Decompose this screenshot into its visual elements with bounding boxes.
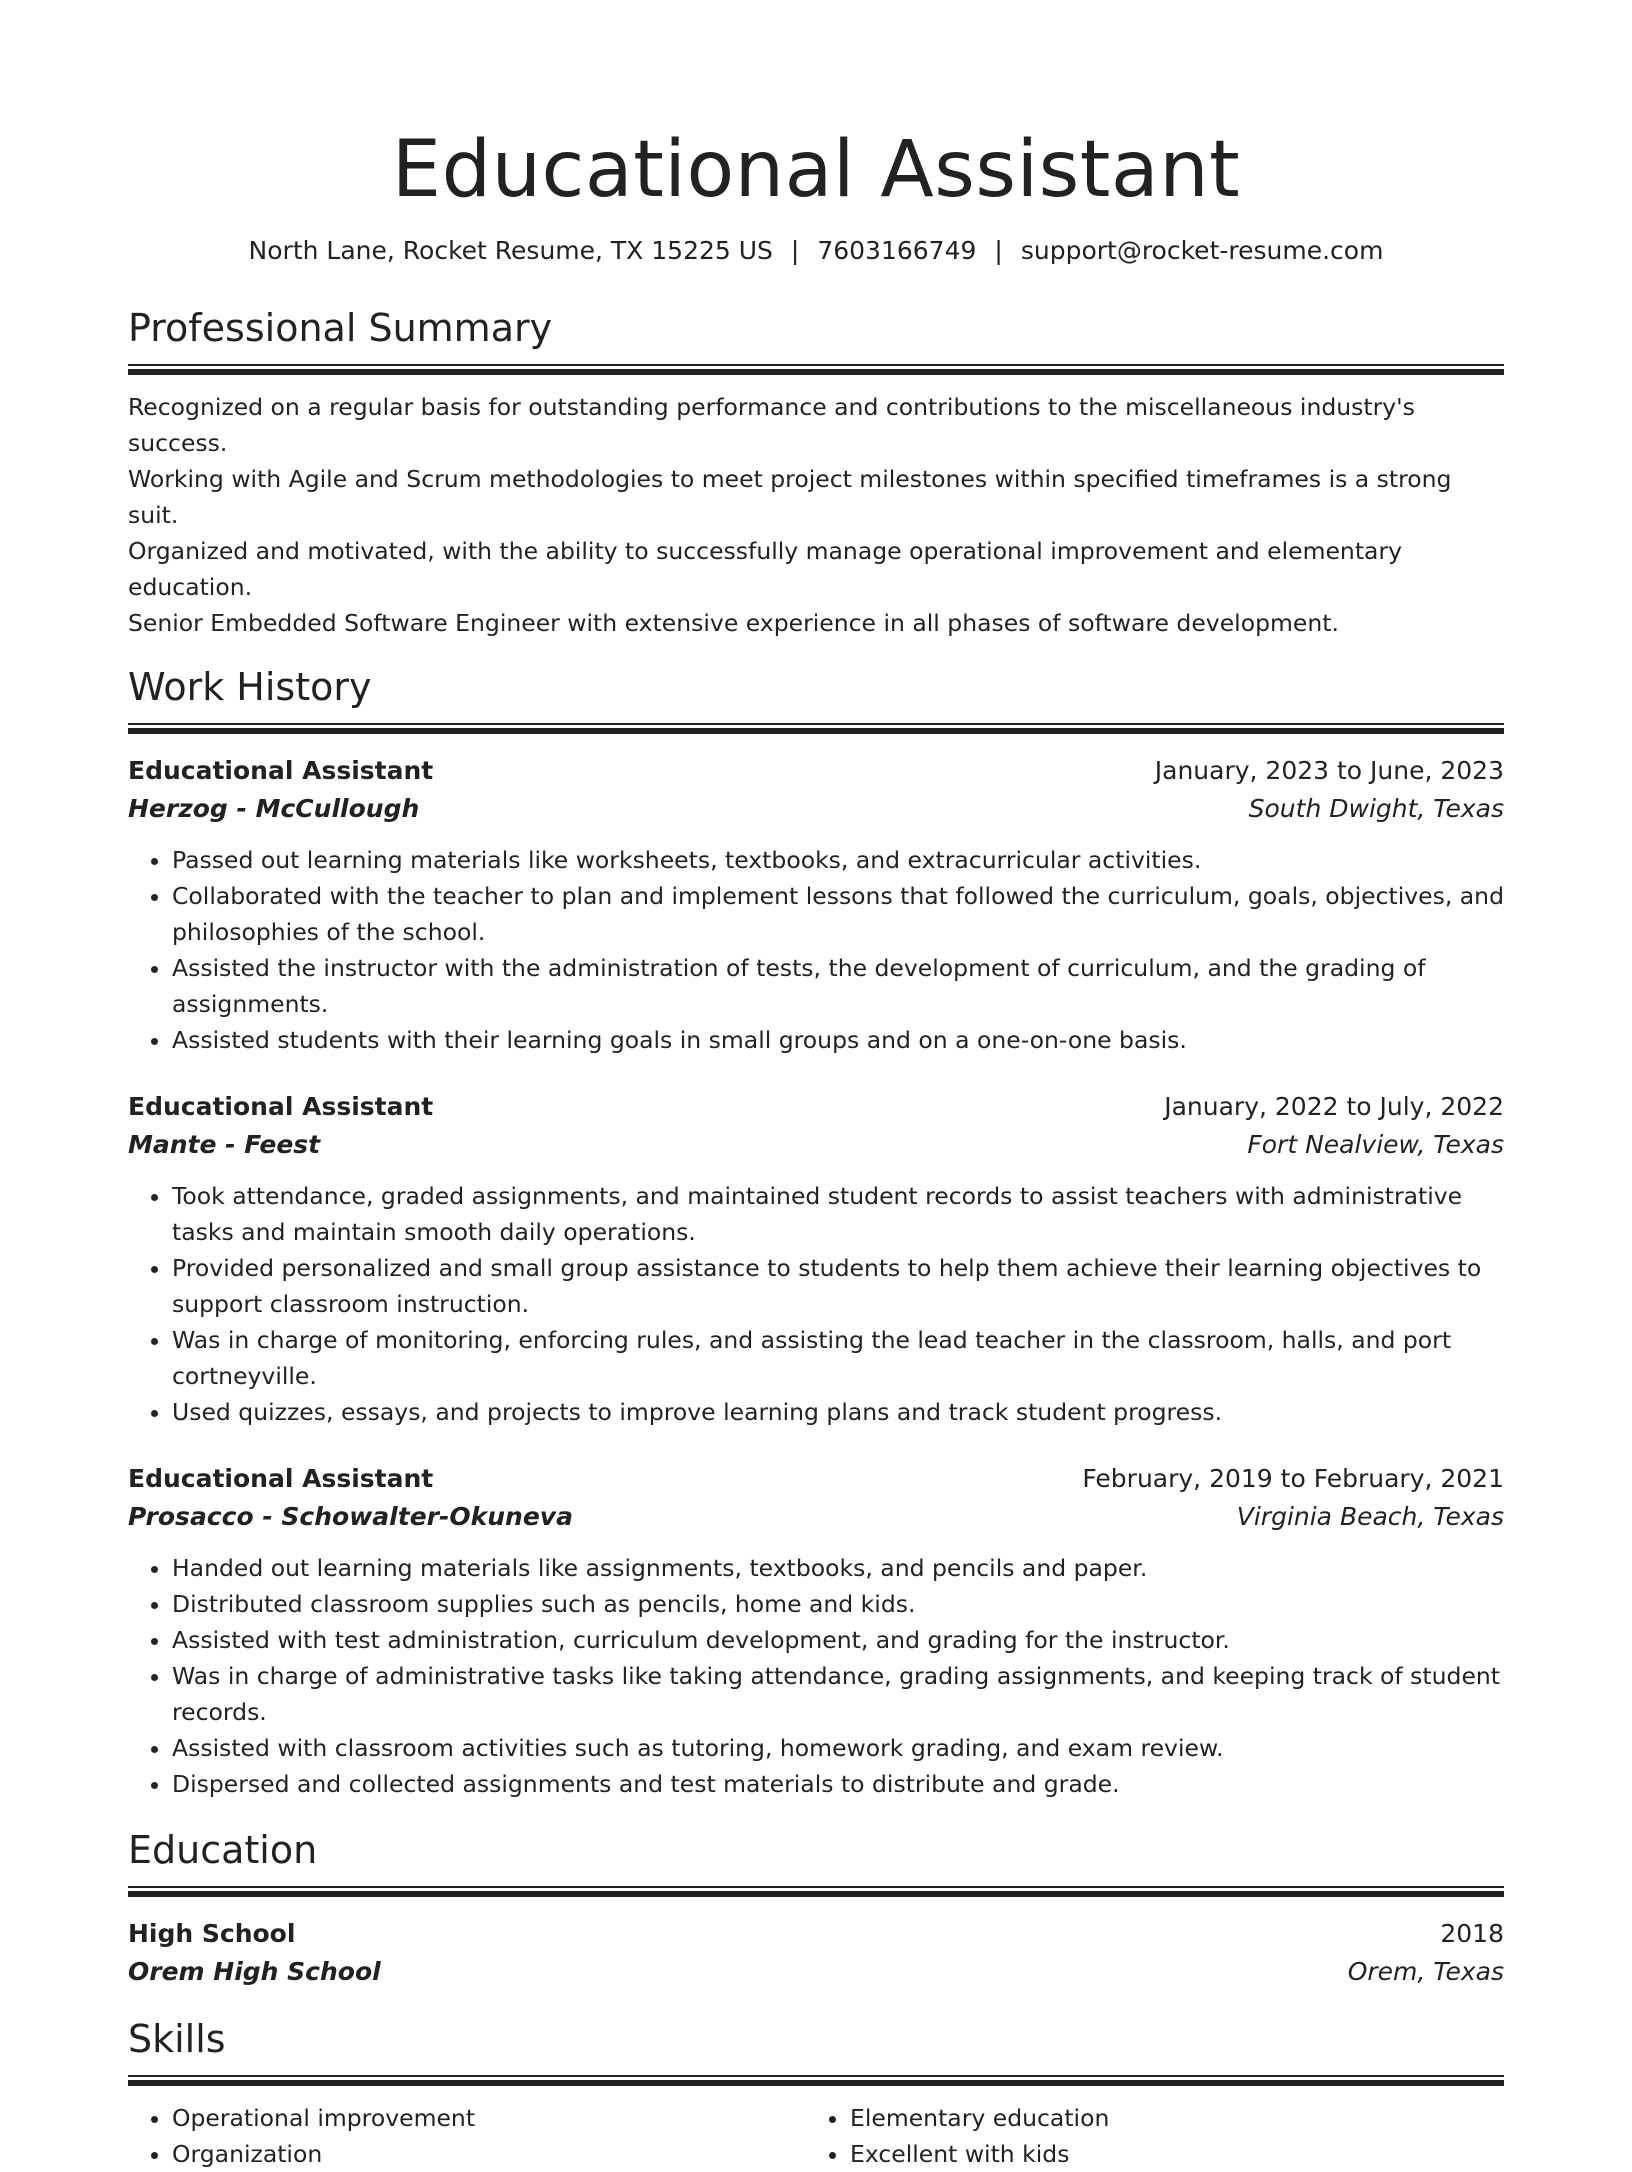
contact-phone: 7603166749 xyxy=(817,236,977,265)
contact-email: support@rocket-resume.com xyxy=(1020,236,1384,265)
job-bullet: • Was in charge of monitoring, enforcing rules, and assisting the lead teacher in the classroom, halls, and port cortneyville. xyxy=(172,1322,1504,1394)
job-dates: January, 2023 to June, 2023 xyxy=(1154,756,1504,785)
job-entry xyxy=(128,1460,1504,1802)
skill-item: • Operational improvement xyxy=(172,2100,806,2136)
skills-columns xyxy=(128,2100,1504,2172)
skill-item: • Excellent with kids xyxy=(850,2136,1484,2172)
education-year: 2018 xyxy=(1440,1919,1504,1948)
education-title: Education xyxy=(128,1828,318,1872)
job-location: Virginia Beach, Texas xyxy=(1236,1502,1504,1531)
job-bullet: • Assisted with test administration, curriculum development, and grading for the instructor. xyxy=(172,1622,1504,1658)
job-bullet: • Was in charge of administrative tasks like taking attendance, grading assignments, and keeping track of student records. xyxy=(172,1658,1504,1730)
summary-line: Senior Embedded Software Engineer with extensive experience in all phases of software development. xyxy=(128,609,1339,637)
job-bullet: • Dispersed and collected assignments and test materials to distribute and grade. xyxy=(172,1766,1504,1802)
skills-column-left xyxy=(128,2100,806,2172)
job-bullet: • Provided personalized and small group assistance to students to help them achieve their learning objectives to support classroom instruction. xyxy=(172,1250,1504,1322)
education-entry xyxy=(128,1915,1504,1991)
education-location: Orem, Texas xyxy=(1347,1957,1504,1986)
job-company: Herzog - McCullough xyxy=(128,794,420,823)
job-bullet: • Took attendance, graded assignments, and maintained student records to assist teachers with administrative tasks and maintain smooth daily operations. xyxy=(172,1178,1504,1250)
education-degree: High School xyxy=(128,1919,296,1948)
job-entry xyxy=(128,1088,1504,1430)
work-history-title: Work History xyxy=(128,665,372,709)
contact-address: North Lane, Rocket Resume, TX 15225 US xyxy=(248,236,773,265)
section-divider xyxy=(128,364,1504,375)
summary-text xyxy=(128,389,1504,641)
job-company: Mante - Feest xyxy=(128,1130,321,1159)
job-entry xyxy=(128,752,1504,1058)
skill-item: • Elementary education xyxy=(850,2100,1484,2136)
summary-line: Recognized on a regular basis for outstanding performance and contributions to the miscellaneous industry's success. xyxy=(128,393,1415,457)
summary-title: Professional Summary xyxy=(128,306,553,350)
job-bullet: • Handed out learning materials like assignments, textbooks, and pencils and paper. xyxy=(172,1550,1504,1586)
education-school: Orem High School xyxy=(128,1957,381,1986)
job-dates: January, 2022 to July, 2022 xyxy=(1164,1092,1504,1121)
summary-line: Working with Agile and Scrum methodologies to meet project milestones within specified timeframes is a strong suit. xyxy=(128,465,1452,529)
job-location: Fort Nealview, Texas xyxy=(1247,1130,1504,1159)
skills-title: Skills xyxy=(128,2017,226,2061)
summary-section xyxy=(128,304,1504,641)
section-divider xyxy=(128,723,1504,734)
contact-line xyxy=(128,234,1504,268)
skills-column-right xyxy=(806,2100,1484,2172)
candidate-name: Educational Assistant xyxy=(391,125,1241,215)
section-divider xyxy=(128,2075,1504,2086)
skill-item: • Organization xyxy=(172,2136,806,2172)
job-dates: February, 2019 to February, 2021 xyxy=(1082,1464,1504,1493)
work-history-section xyxy=(128,663,1504,1802)
job-bullets xyxy=(128,1178,1504,1430)
summary-line: Organized and motivated, with the ability to successfully manage operational improvement and elementary education. xyxy=(128,537,1403,601)
job-title: Educational Assistant xyxy=(128,1464,434,1493)
job-bullet: • Distributed classroom supplies such as pencils, home and kids. xyxy=(172,1586,1504,1622)
job-title: Educational Assistant xyxy=(128,1092,434,1121)
section-divider xyxy=(128,1886,1504,1897)
job-bullet: • Assisted the instructor with the administration of tests, the development of curriculum, and the grading of assignments. xyxy=(172,950,1504,1022)
job-bullet: • Collaborated with the teacher to plan and implement lessons that followed the curriculum, goals, objectives, and philosophies of the school. xyxy=(172,878,1504,950)
job-company: Prosacco - Schowalter-Okuneva xyxy=(128,1502,573,1531)
job-bullets xyxy=(128,1550,1504,1802)
skills-section xyxy=(128,2015,1504,2172)
job-bullet: • Assisted students with their learning goals in small groups and on a one-on-one basis. xyxy=(172,1022,1504,1058)
contact-separator: | xyxy=(994,236,1003,265)
job-title: Educational Assistant xyxy=(128,756,434,785)
job-bullet: • Assisted with classroom activities such as tutoring, homework grading, and exam review. xyxy=(172,1730,1504,1766)
job-bullet: • Passed out learning materials like worksheets, textbooks, and extracurricular activities. xyxy=(172,842,1504,878)
job-bullet: • Used quizzes, essays, and projects to improve learning plans and track student progress. xyxy=(172,1394,1504,1430)
job-bullets xyxy=(128,842,1504,1058)
education-section xyxy=(128,1826,1504,1991)
resume-page xyxy=(128,0,1504,2172)
job-location: South Dwight, Texas xyxy=(1248,794,1504,823)
contact-separator: | xyxy=(790,236,800,265)
